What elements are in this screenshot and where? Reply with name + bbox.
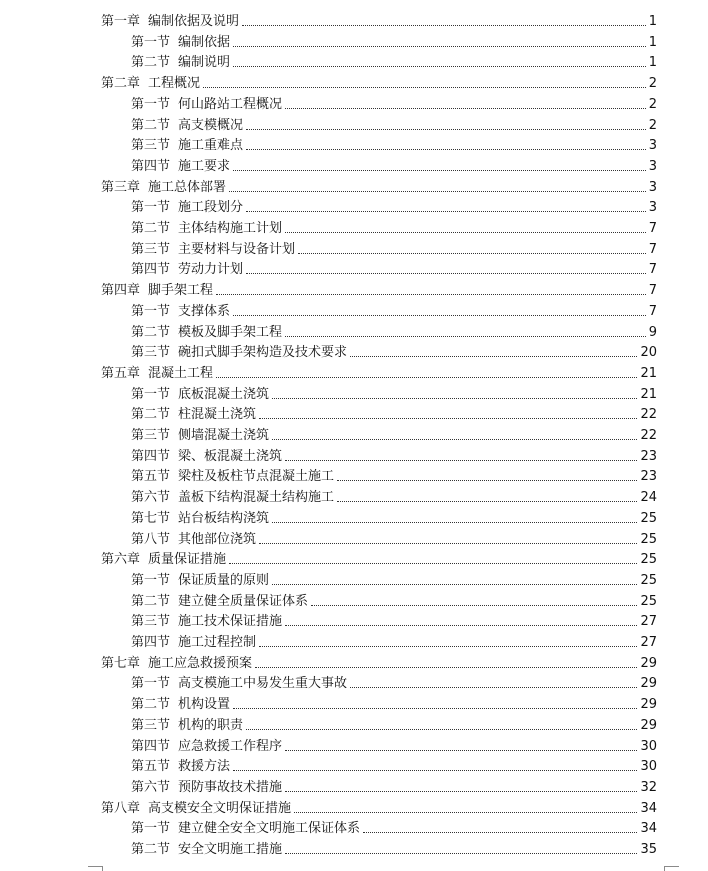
toc-section-entry[interactable] [131,735,657,755]
toc-entry-number: 第二节 [131,55,171,71]
toc-entry-number: 第五节 [131,469,171,485]
toc-entry-title: 底板混凝土浇筑 [178,386,270,402]
toc-entry-number: 第五章 [101,365,141,381]
dot-leader [203,87,646,88]
toc-entry-number: 第二节 [131,117,171,133]
toc-page-number: 29 [640,676,657,692]
dot-leader [246,729,637,730]
toc-entry-number: 第六节 [131,490,171,506]
dot-leader [294,812,637,813]
toc-entry-title: 编制依据及说明 [148,14,240,29]
toc-page-number: 23 [640,469,657,485]
toc-entry-number: 第八章 [101,800,141,816]
toc-entry-title: 安全文明施工措施 [178,842,283,857]
toc-entry-title: 施工段划分 [178,200,244,216]
toc-entry-title: 模板及脚手架工程 [178,324,283,340]
dot-leader [285,232,646,233]
dot-leader [337,480,637,481]
toc-entry-title: 编制说明 [178,55,231,71]
toc-entry-number: 第三章 [101,179,141,195]
dot-leader [350,687,637,688]
toc-section-entry[interactable] [131,196,657,216]
toc-page-number: 22 [640,428,657,443]
toc-entry-number: 第四节 [131,635,171,650]
toc-entry-title: 劳动力计划 [178,262,244,278]
dot-leader [233,315,646,316]
dot-leader [285,108,646,109]
toc-page-number: 25 [640,552,657,568]
toc-page-number: 7 [648,283,657,299]
dot-leader [233,46,646,47]
toc-entry-number: 第四节 [131,448,171,464]
dot-leader [363,832,637,833]
page-corner-mark-left [88,866,103,871]
toc-page-number: 29 [640,717,657,733]
toc-page-number: 21 [640,386,657,402]
toc-page-number: 34 [640,800,657,816]
toc-chapter-entry[interactable] [101,797,657,817]
toc-chapter-entry[interactable] [101,72,657,92]
toc-entry-number: 第五节 [131,759,171,775]
toc-page-number: 3 [648,138,657,154]
dot-leader [350,356,637,357]
toc-page-number: 7 [648,241,657,257]
toc-entry-title: 混凝土工程 [148,365,214,381]
toc-entry-number: 第四节 [131,158,171,174]
toc-section-entry[interactable] [131,341,657,361]
toc-entry-title: 梁柱及板柱节点混凝土施工 [178,469,335,485]
toc-entry-number: 第三节 [131,428,171,443]
dot-leader [272,439,637,440]
toc-chapter-entry[interactable] [101,176,657,196]
toc-page-number: 21 [640,365,657,381]
toc-entry-number: 第三节 [131,241,171,257]
toc-entry-title: 高支模概况 [178,117,244,133]
dot-leader [246,273,646,274]
toc-entry-title: 支撑体系 [178,303,231,319]
toc-page-number: 7 [648,303,657,319]
dot-leader [259,418,637,419]
toc-entry-title: 站台板结构浇筑 [178,510,270,526]
toc-entry-title: 施工重难点 [178,138,244,154]
toc-section-entry[interactable] [131,755,657,775]
toc-chapter-entry[interactable] [101,10,657,30]
toc-section-entry[interactable] [131,258,657,278]
toc-entry-title: 脚手架工程 [148,283,214,299]
toc-entry-title: 编制依据 [178,34,231,50]
dot-leader [246,129,646,130]
toc-page-number: 22 [640,407,657,423]
toc-page-number: 35 [640,842,657,857]
toc-entry-title: 柱混凝土浇筑 [178,407,257,423]
dot-leader [298,253,646,254]
toc-entry-number: 第一节 [131,303,171,319]
toc-entry-number: 第六章 [101,552,141,568]
toc-entry-number: 第一节 [131,676,171,692]
dot-leader [233,170,646,171]
toc-page-number: 24 [640,490,657,506]
toc-entry-title: 盖板下结构混凝土结构施工 [178,490,335,506]
toc-section-entry[interactable] [131,838,657,858]
dot-leader [229,563,637,564]
toc-page-number: 1 [648,14,657,29]
toc-page-number: 25 [640,510,657,526]
toc-section-entry[interactable] [131,321,657,341]
toc-entry-title: 施工总体部署 [148,179,227,195]
toc-entry-title: 施工要求 [178,158,231,174]
toc-entry-title: 救援方法 [178,759,231,775]
toc-entry-title: 机构的职责 [178,717,244,733]
toc-entry-title: 质量保证措施 [148,552,227,568]
toc-section-entry[interactable] [131,714,657,734]
dot-leader [285,853,637,854]
toc-entry-number: 第一节 [131,386,171,402]
toc-section-entry[interactable] [131,403,657,423]
dot-leader [259,646,637,647]
toc-section-entry[interactable] [131,610,657,630]
toc-entry-number: 第三节 [131,614,171,630]
toc-section-entry[interactable] [131,528,657,548]
toc-entry-title: 施工过程控制 [178,635,257,650]
toc-chapter-entry[interactable] [101,652,657,672]
toc-entry-title: 何山路站工程概况 [178,96,283,112]
toc-entry-title: 主体结构施工计划 [178,221,283,236]
dot-leader [285,791,637,792]
toc-entry-number: 第三节 [131,345,171,361]
toc-entry-number: 第二节 [131,842,171,857]
dot-leader [272,584,637,585]
dot-leader [272,522,637,523]
toc-page-number: 1 [648,34,657,50]
toc-page-number: 20 [640,345,657,361]
toc-page-number: 30 [640,738,657,754]
dot-leader [246,211,646,212]
toc-section-entry[interactable] [131,51,657,71]
toc-section-entry[interactable] [131,465,657,485]
toc-page-number: 2 [648,96,657,112]
toc-section-entry[interactable] [131,817,657,837]
toc-page-number: 3 [648,200,657,216]
toc-entry-number: 第二章 [101,76,141,92]
dot-leader [216,377,637,378]
dot-leader [216,294,646,295]
dot-leader [259,543,637,544]
toc-page-number: 9 [648,324,657,340]
toc-section-entry[interactable] [131,300,657,320]
toc-section-entry[interactable] [131,155,657,175]
toc-page-number: 29 [640,697,657,713]
dot-leader [233,66,646,67]
toc-entry-title: 碗扣式脚手架构造及技术要求 [178,345,348,361]
dot-leader [233,708,637,709]
toc-page-number: 25 [640,531,657,547]
toc-page-number: 7 [648,262,657,278]
toc-entry-title: 工程概况 [148,76,201,92]
toc-page-number: 2 [648,76,657,92]
toc-page-number: 27 [640,614,657,630]
toc-entry-number: 第二节 [131,697,171,713]
toc-entry-number: 第八节 [131,531,171,547]
toc-section-entry[interactable] [131,31,657,51]
dot-leader [272,398,637,399]
toc-page-number: 23 [640,448,657,464]
toc-entry-number: 第七章 [101,655,141,671]
toc-entry-number: 第二节 [131,221,171,236]
page-corner-mark-right [664,866,679,871]
toc-entry-title: 施工应急救援预案 [148,655,253,671]
dot-leader [337,501,637,502]
toc-entry-number: 第四章 [101,283,141,299]
toc-section-entry[interactable] [131,114,657,134]
toc-entry-number: 第六节 [131,779,171,795]
toc-entry-number: 第二节 [131,593,171,609]
toc-entry-number: 第一节 [131,34,171,50]
dot-leader [285,460,637,461]
toc-entry-title: 建立健全质量保证体系 [178,593,309,609]
toc-section-entry[interactable] [131,383,657,403]
toc-section-entry[interactable] [131,93,657,113]
toc-entry-title: 应急救援工作程序 [178,738,283,754]
toc-page-number: 2 [648,117,657,133]
toc-entry-title: 侧墙混凝土浇筑 [178,428,270,443]
toc-section-entry[interactable] [131,238,657,258]
toc-chapter-entry[interactable] [101,362,657,382]
toc-entry-number: 第三节 [131,717,171,733]
dot-leader [285,625,637,626]
dot-leader [311,605,637,606]
toc-entry-number: 第七节 [131,510,171,526]
toc-section-entry[interactable] [131,445,657,465]
toc-page-number: 1 [648,55,657,71]
toc-section-entry[interactable] [131,507,657,527]
dot-leader [285,750,637,751]
toc-entry-title: 主要材料与设备计划 [178,241,296,257]
toc-chapter-entry[interactable] [101,548,657,568]
toc-section-entry[interactable] [131,569,657,589]
dot-leader [233,770,637,771]
toc-entry-number: 第一节 [131,200,171,216]
toc-entry-number: 第一节 [131,96,171,112]
toc-entry-number: 第一节 [131,572,171,588]
toc-entry-title: 施工技术保证措施 [178,614,283,630]
toc-page-number: 34 [640,821,657,837]
toc-section-entry[interactable] [131,424,657,444]
dot-leader [242,25,646,26]
toc-page-number: 25 [640,593,657,609]
toc-entry-title: 预防事故技术措施 [178,779,283,795]
toc-entry-number: 第三节 [131,138,171,154]
toc-entry-title: 高支模施工中易发生重大事故 [178,676,348,692]
toc-entry-title: 保证质量的原则 [178,572,270,588]
toc-entry-number: 第一章 [101,14,141,29]
toc-entry-number: 第二节 [131,324,171,340]
toc-section-entry[interactable] [131,776,657,796]
toc-entry-title: 梁、板混凝土浇筑 [178,448,283,464]
toc-page-number: 7 [648,221,657,236]
toc-section-entry[interactable] [131,217,657,237]
toc-entry-title: 建立健全安全文明施工保证体系 [178,821,361,837]
toc-page-number: 3 [648,158,657,174]
toc-section-entry[interactable] [131,486,657,506]
toc-chapter-entry[interactable] [101,279,657,299]
toc-entry-title: 其他部位浇筑 [178,531,257,547]
toc-page-number: 3 [648,179,657,195]
dot-leader [229,191,646,192]
dot-leader [246,149,646,150]
dot-leader [255,667,637,668]
toc-section-entry[interactable] [131,693,657,713]
toc-page-number: 25 [640,572,657,588]
toc-entry-number: 第一节 [131,821,171,837]
toc-entry-number: 第四节 [131,738,171,754]
toc-page-number: 27 [640,635,657,650]
toc-entry-number: 第四节 [131,262,171,278]
toc-entry-title: 高支模安全文明保证措施 [148,800,292,816]
toc-section-entry[interactable] [131,590,657,610]
toc-entry-number: 第二节 [131,407,171,423]
toc-section-entry[interactable] [131,134,657,154]
dot-leader [285,336,646,337]
toc-entry-title: 机构设置 [178,697,231,713]
toc-page-number: 29 [640,655,657,671]
toc-page-number: 32 [640,779,657,795]
toc-page-number: 30 [640,759,657,775]
toc-section-entry[interactable] [131,631,657,651]
toc-section-entry[interactable] [131,672,657,692]
